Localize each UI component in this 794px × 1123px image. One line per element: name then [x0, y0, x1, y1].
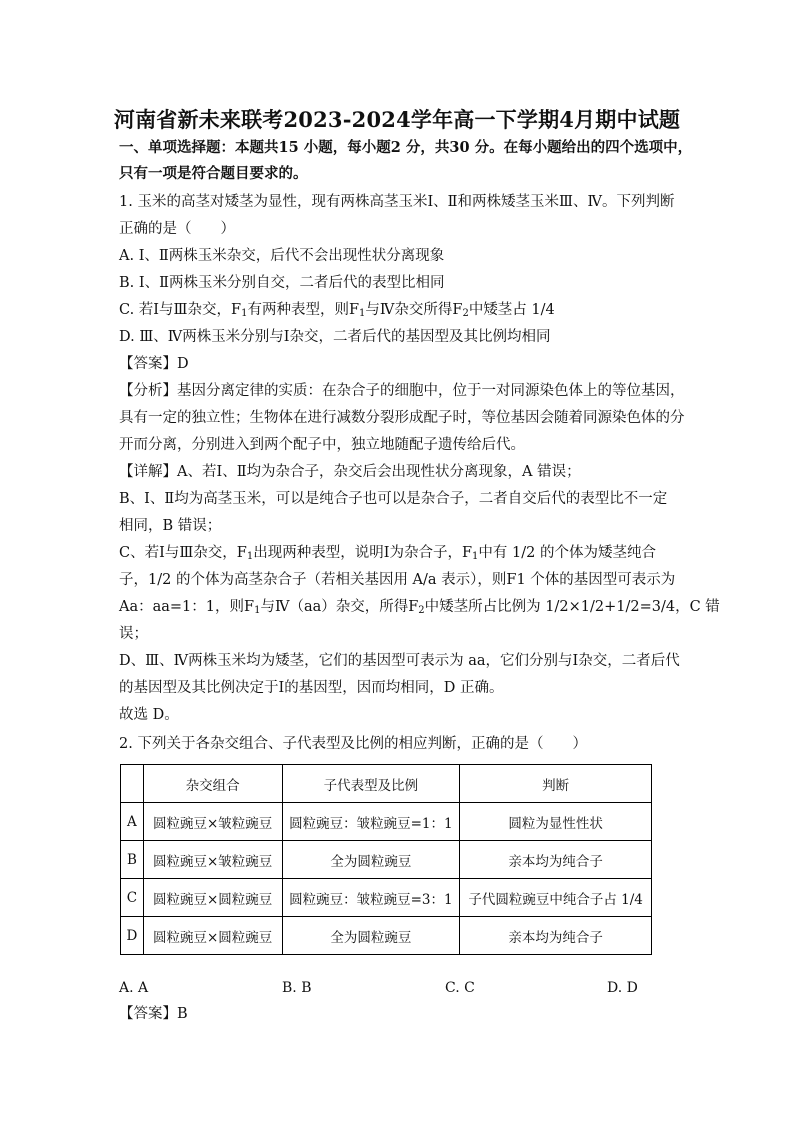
- table-cell: 圆粒豌豆×皱粒豌豆: [143, 841, 282, 879]
- q1-stem-line-1: 1. 玉米的高茎对矮茎为显性，现有两株高茎玉米Ⅰ、Ⅱ和两株矮茎玉米Ⅲ、Ⅳ。下列判断: [119, 194, 675, 210]
- q1-detail-line-8: D、Ⅲ、Ⅳ两株玉米均为矮茎，它们的基因型可表示为 aa，它们分别与Ⅰ杂交，二者后代: [119, 653, 680, 669]
- table-header-cell: 判断: [460, 765, 652, 803]
- table-cell: 全为圆粒豌豆: [282, 917, 460, 955]
- q2-option-a: A. A: [119, 980, 149, 996]
- q1-option-a: A. Ⅰ、Ⅱ两株玉米杂交，后代不会出现性状分离现象: [119, 248, 445, 264]
- table-cell: 子代圆粒豌豆中纯合子占 1/4: [460, 879, 652, 917]
- q2-answer: 【答案】B: [119, 1006, 188, 1022]
- table-cell: 亲本均为纯合子: [460, 917, 652, 955]
- q1-detail-line-3: 相同，B 错误；: [119, 518, 222, 534]
- q1-detail-line-5: 子，1/2 的个体为高茎杂合子（若相关基因用 A/a 表示），则F1 个体的基因型可表示为: [119, 572, 676, 588]
- q1-detail-line-6: Aa：aa=1：1，则$F_1$与Ⅳ（aa）杂交，所得$F_2$中矮茎所占比例为 1/2×1/2+1/2=3/4，C 错: [119, 599, 720, 616]
- q1-detail-line-7: 误；: [119, 626, 148, 642]
- q1-option-d: D. Ⅲ、Ⅳ两株玉米分别与Ⅰ杂交，二者后代的基因型及其比例均相同: [119, 329, 551, 345]
- q1-detail-line-4: C、若Ⅰ与Ⅲ杂交，$F_1$出现两种表型，说明Ⅰ为杂合子，$F_1$中有 1/2 的个体为矮茎纯合: [119, 545, 656, 562]
- section-heading-line-2: 只有一项是符合题目要求的。: [119, 165, 308, 182]
- q1-analysis-line-1: 【分析】基因分离定律的实质：在杂合子的细胞中，位于一对同源染色体上的等位基因，: [119, 383, 685, 399]
- table-header-cell: 子代表型及比例: [282, 765, 460, 803]
- q1-option-b: B. Ⅰ、Ⅱ两株玉米分别自交，二者后代的表型比相同: [119, 275, 445, 291]
- table-cell: 全为圆粒豌豆: [282, 841, 460, 879]
- table-row: [121, 841, 652, 879]
- cross-comparison-table: [120, 764, 652, 955]
- table-cell: 圆粒豌豆×皱粒豌豆: [143, 803, 282, 841]
- table-cell: 圆粒豌豆：皱粒豌豆=3：1: [282, 879, 460, 917]
- table-row: [121, 803, 652, 841]
- q1-option-c: C. 若Ⅰ与Ⅲ杂交，$F_1$有两种表型，则$F_1$与Ⅳ杂交所得$F_2$中矮茎占 1/4: [119, 302, 555, 319]
- table-header-cell: 杂交组合: [143, 765, 282, 803]
- q1-analysis-line-2: 具有一定的独立性；生物体在进行减数分裂形成配子时，等位基因会随着同源染色体的分: [119, 410, 685, 426]
- table-cell: 圆粒豌豆：皱粒豌豆=1：1: [282, 803, 460, 841]
- q2-option-b: B. B: [282, 980, 312, 996]
- page-title: 河南省新未来联考2023-2024学年高一下学期4月期中试题: [113, 107, 681, 132]
- section-heading-line-1: 一、单项选择题：本题共15 小题，每小题2 分，共30 分。在每小题给出的四个选项中，: [119, 139, 693, 156]
- table-cell: B: [121, 841, 144, 879]
- q2-option-d: D. D: [607, 980, 638, 996]
- table-header-cell: [121, 765, 144, 803]
- q1-stem-line-2: 正确的是（ ）: [119, 221, 235, 237]
- table-cell: C: [121, 879, 144, 917]
- table-row: [121, 879, 652, 917]
- q1-analysis-line-3: 开而分离，分别进入到两个配子中，独立地随配子遗传给后代。: [119, 437, 525, 453]
- q2-stem: 2. 下列关于各杂交组合、子代表型及比例的相应判断，正确的是（ ）: [119, 736, 587, 752]
- q1-conclusion: 故选 D。: [119, 707, 179, 723]
- q1-detail-line-9: 的基因型及其比例决定于Ⅰ的基因型，因而均相同，D 正确。: [119, 680, 504, 696]
- q1-detail-line-2: B、Ⅰ、Ⅱ均为高茎玉米，可以是纯合子也可以是杂合子，二者自交后代的表型比不一定: [119, 491, 668, 507]
- table-header-row: [121, 765, 652, 803]
- table-cell: 圆粒为显性性状: [460, 803, 652, 841]
- q1-answer: 【答案】D: [119, 356, 189, 372]
- table-row: [121, 917, 652, 955]
- table-cell: 圆粒豌豆×圆粒豌豆: [143, 917, 282, 955]
- table-cell: 圆粒豌豆×圆粒豌豆: [143, 879, 282, 917]
- table-cell: A: [121, 803, 144, 841]
- q2-option-c: C. C: [445, 980, 475, 996]
- q1-detail-line-1: 【详解】A、若Ⅰ、Ⅱ均为杂合子，杂交后会出现性状分离现象，A 错误；: [119, 464, 581, 480]
- table-cell: D: [121, 917, 144, 955]
- table-cell: 亲本均为纯合子: [460, 841, 652, 879]
